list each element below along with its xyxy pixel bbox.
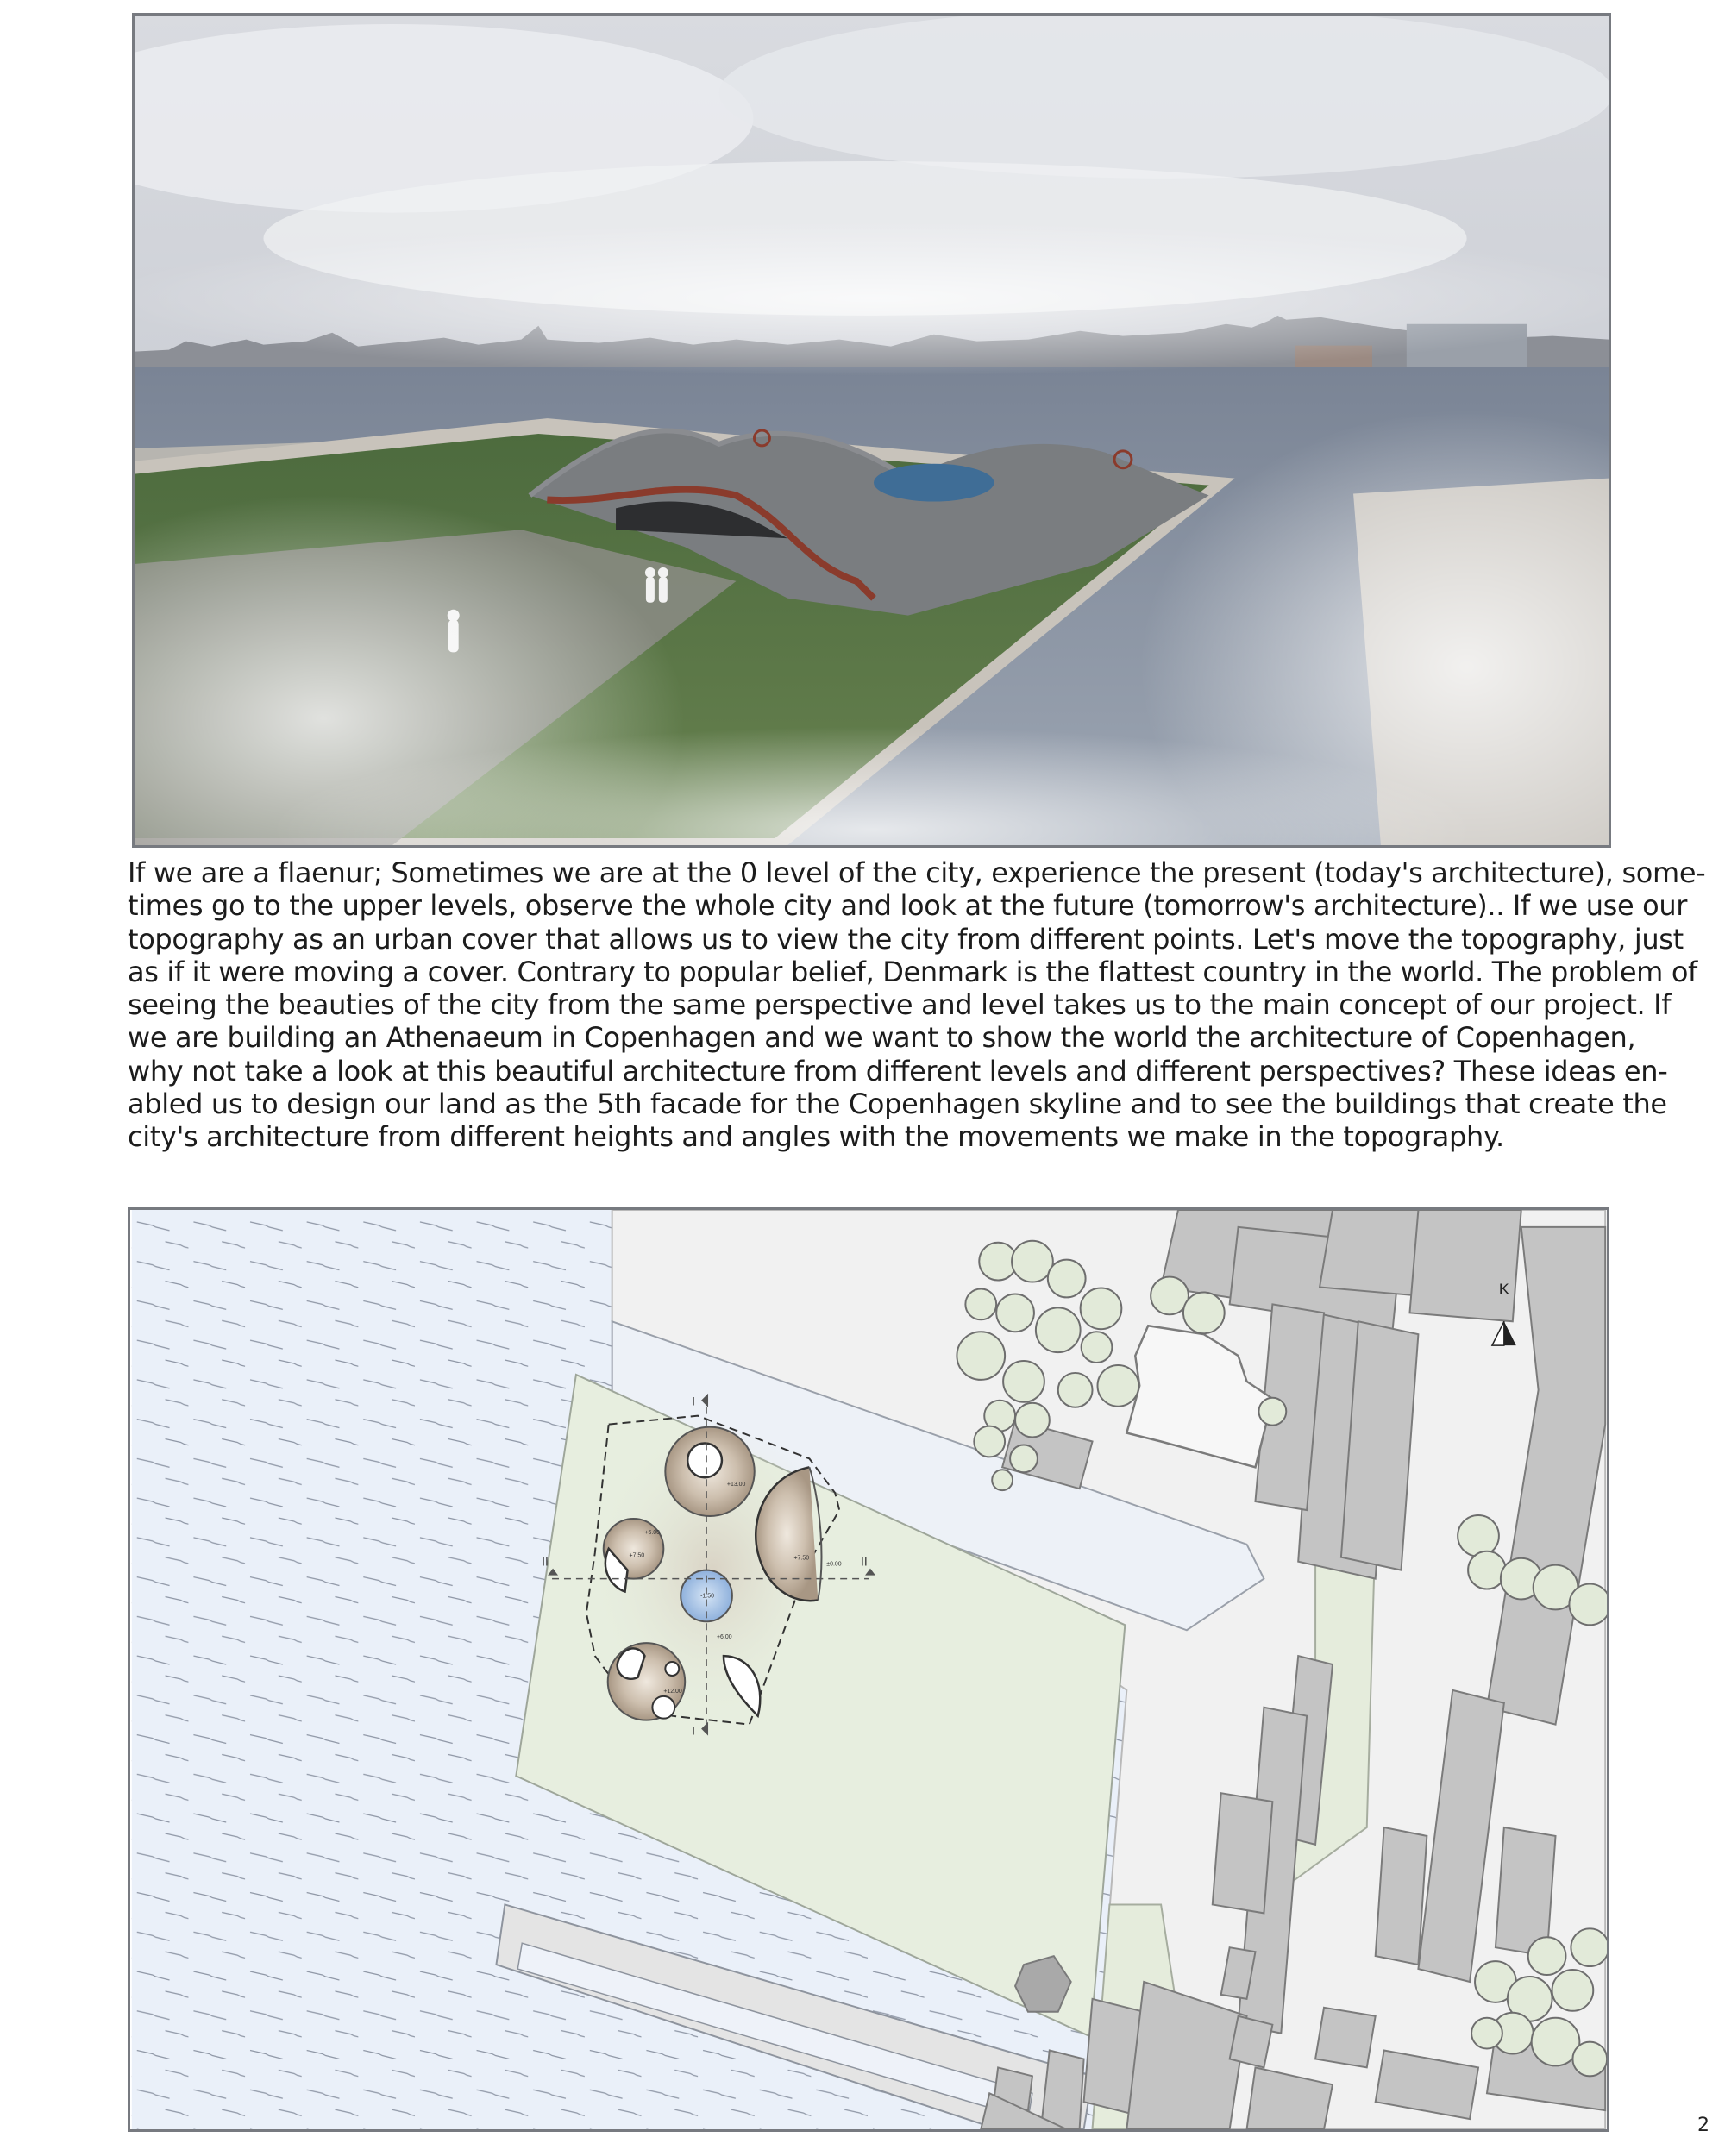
section-mark: II [542,1554,549,1569]
description-line: city's architecture from different heights and angles with the movements we make in the topography. [128,1120,1504,1154]
description-line: times go to the upper levels, observe the whole city and look at the future (tomorrow's architecture).. If we use our [128,889,1688,923]
perspective-rendering [132,13,1611,848]
section-mark: I [692,1723,696,1738]
level-label: +13.00 [726,1482,746,1489]
level-label: +7.50 [794,1555,810,1562]
section-mark: II [861,1554,868,1569]
description-line: as if it were moving a cover. Contrary to popular belief, Denmark is the flattest country in the world. The problem of [128,955,1697,988]
description-line: If we are a flaenur; Sometimes we are at the 0 level of the city, experience the present (today's architecture), some- [128,856,1706,889]
level-label: +6.00 [716,1634,732,1641]
description-line: topography as an urban cover that allows us to view the city from different points. Let's move the topography, just [128,922,1684,956]
description-line: seeing the beauties of the city from the same perspective and level takes us to the main concept of our project. If [128,988,1672,1022]
section-mark: I [692,1394,696,1408]
level-label: ±0.00 [826,1561,842,1568]
waterfront-topography-rendering [135,16,1609,845]
level-label: +6.00 [644,1529,661,1536]
site-plan-drawing [130,1210,1607,2129]
north-label: K [1498,1280,1509,1298]
level-label: -1.50 [700,1593,714,1600]
description-line: abled us to design our land as the 5th facade for the Copenhagen skyline and to see the buildings that create the [128,1087,1667,1121]
description-line: we are building an Athenaeum in Copenhagen and we want to show the world the architecture of Copenhagen, [128,1021,1636,1055]
level-label: +7.50 [629,1552,645,1559]
level-label: +12.00 [663,1688,682,1695]
site-plan [128,1207,1609,2132]
description-line: why not take a look at this beautiful architecture from different levels and different perspectives? These ideas en- [128,1054,1668,1087]
page-number: 2 [1697,2115,1709,2136]
project-description [128,856,1706,1154]
